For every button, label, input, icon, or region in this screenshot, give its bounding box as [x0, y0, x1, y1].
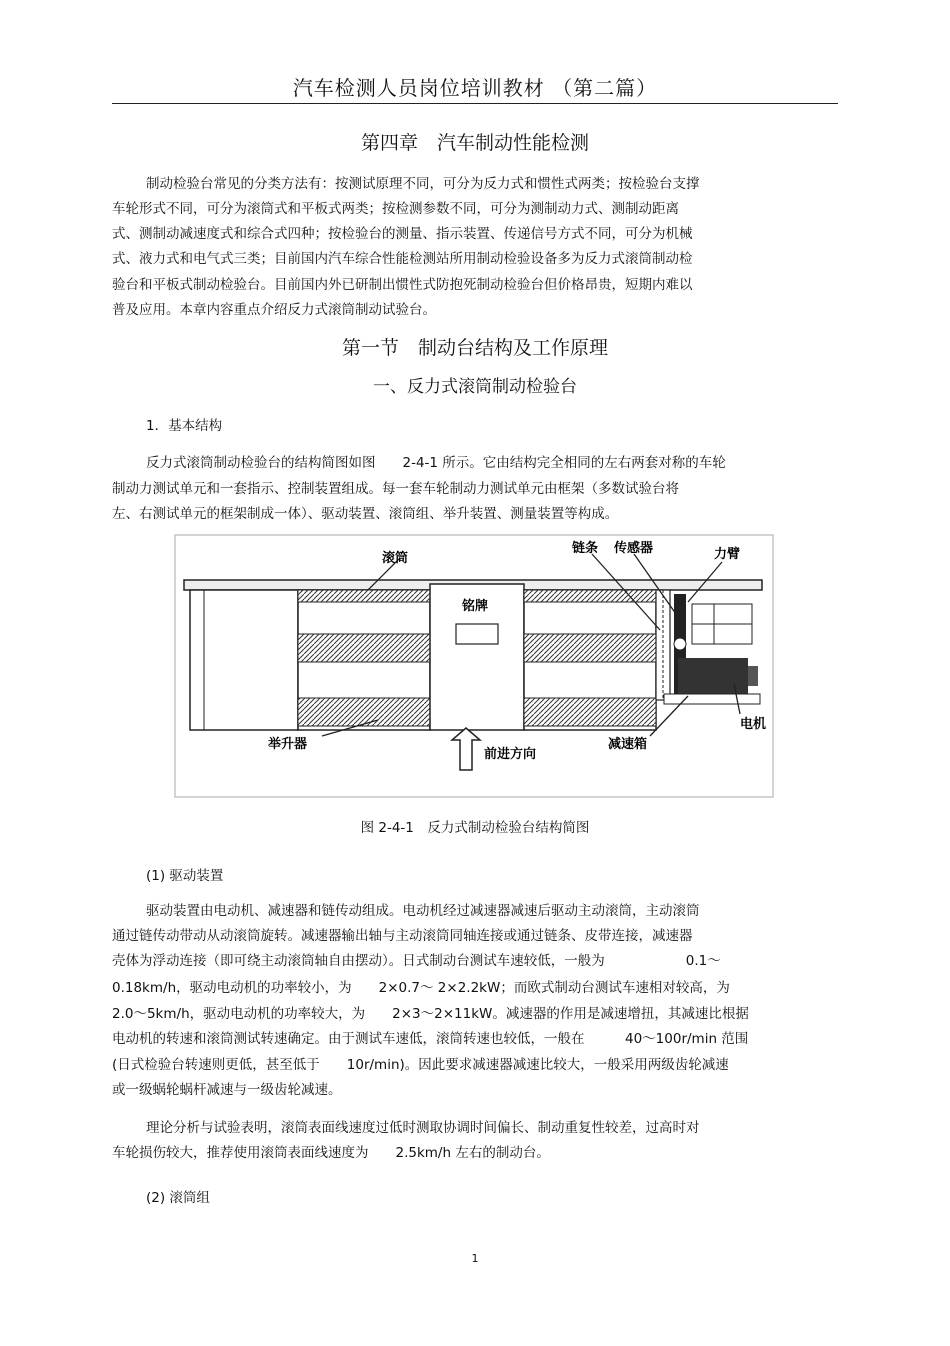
label-roller: 滚筒 — [382, 551, 409, 566]
structure-line: 反力式滚筒制动检验台的结构简图如图 2-4-1 所示。它由结构完全相同的左右两套对称的车轮 — [146, 455, 726, 471]
structure-line: 左、右测试单元的框架制成一体）、驱动装置、滚筒组、举升装置、测量装置等构成。 — [112, 506, 619, 522]
roller — [524, 634, 656, 662]
label-chain: 链条 — [572, 541, 599, 556]
intro-line: 普及应用。本章内容重点介绍反力式滚筒制动试验台。 — [112, 302, 436, 318]
subsection-title: 一、反力式滚筒制动检验台 — [373, 377, 577, 397]
drive-heading: (1) 驱动装置 — [146, 868, 224, 884]
drive-line: 电动机的转速和滚筒测试转速确定。由于测试车速低，滚筒转速也较低，一般在 40～100r/min 范围 — [112, 1031, 749, 1047]
header-rule — [112, 103, 838, 104]
roller — [524, 590, 656, 602]
drive-line: 壳体为浮动连接（即可绕主动滚筒轴自由摆动）。日式制动台测试车速较低，一般为 0.1～ — [112, 953, 721, 969]
intro-line: 制动检验台常见的分类方法有：按测试原理不同，可分为反力式和惯性式两类；按检验台支撑 — [146, 176, 700, 192]
item-heading: 1．基本结构 — [146, 418, 223, 434]
label-reducer: 减速箱 — [608, 737, 648, 752]
drive-line: 0.18km/h，驱动电动机的功率较小，为 2×0.7～ 2×2.2kW；而欧式制动台测试车速相对较高，为 — [112, 980, 730, 996]
label-nameplate: 铭牌 — [462, 599, 489, 614]
label-sensor: 传感器 — [614, 541, 654, 556]
roller — [298, 590, 430, 602]
intro-line: 式、液力式和电气式三类；目前国内汽车综合性能检测站所用制动检验设备多为反力式滚筒制动检 — [112, 251, 693, 267]
theory-line: 车轮损伤较大，推荐使用滚筒表面线速度为 2.5km/h 左右的制动台。 — [112, 1145, 550, 1161]
label-lifter: 举升器 — [268, 737, 308, 752]
left-ramp — [190, 590, 298, 730]
sensor — [674, 638, 686, 650]
drive-line: 或一级蜗轮蜗杆减速与一级齿轮减速。 — [112, 1082, 342, 1098]
roller-heading: (2) 滚筒组 — [146, 1190, 210, 1206]
running-header: 汽车检测人员岗位培训教材 （第二篇） — [292, 76, 658, 100]
label-direction: 前进方向 — [484, 747, 537, 762]
section-title: 第一节 制动台结构及工作原理 — [341, 337, 608, 359]
intro-line: 验台和平板式制动检验台。目前国内外已研制出惯性式防抱死制动检验台但价格昂贵，短期内难以 — [112, 277, 693, 293]
label-motor: 电机 — [740, 717, 767, 732]
intro-line: 式、测制动减速度式和综合式四种；按检验台的测量、指示装置、传递信号方式不同，可分为机械 — [112, 226, 693, 242]
label-arm: 力臂 — [714, 547, 741, 562]
intro-line: 车轮形式不同，可分为滚筒式和平板式两类；按检测参数不同，可分为测制动力式、测制动距离 — [112, 201, 679, 217]
drive-line: (日式检验台转速则更低，甚至低于 10r/min)。因此要求减速器减速比较大，一般采用两级齿轮减速 — [112, 1057, 729, 1073]
theory-line: 理论分析与试验表明，滚筒表面线速度过低时测取协调时间偏长、制动重复性较差，过高时对 — [146, 1120, 700, 1136]
structure-line: 制动力测试单元和一套指示、控制装置组成。每一套车轮制动力测试单元由框架（多数试验台将 — [112, 481, 679, 497]
motor — [678, 658, 748, 694]
roller — [524, 698, 656, 726]
nameplate — [456, 624, 498, 644]
roller — [298, 698, 430, 726]
page-number: 1 — [471, 1252, 479, 1265]
brake-tester-diagram — [174, 534, 774, 798]
drive-line: 2.0～5km/h，驱动电动机的功率较大，为 2×3～2×11kW。减速器的作用是减速增扭，其减速比根据 — [112, 1006, 749, 1022]
drive-line: 通过链传动带动从动滚筒旋转。减速器输出轴与主动滚筒同轴连接或通过链条、皮带连接，减速器 — [112, 928, 693, 944]
roller — [298, 634, 430, 662]
drive-line: 驱动装置由电动机、减速器和链传动组成。电动机经过减速器减速后驱动主动滚筒，主动滚筒 — [146, 903, 700, 919]
figure-caption: 图 2-4-1 反力式制动检验台结构简图 — [360, 820, 590, 836]
chapter-title: 第四章 汽车制动性能检测 — [360, 132, 589, 154]
